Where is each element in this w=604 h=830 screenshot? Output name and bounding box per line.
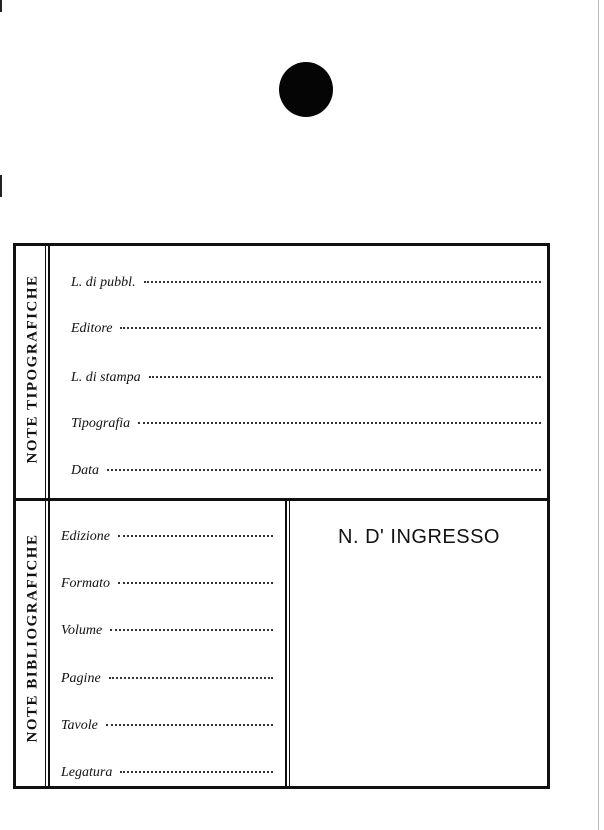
dotted-line <box>120 327 541 329</box>
field-tipografia <box>71 416 541 432</box>
field-edizione <box>61 529 273 545</box>
field-label: Pagine <box>61 671 101 686</box>
dotted-line <box>107 469 541 471</box>
dotted-line <box>138 422 541 424</box>
field-formato <box>61 576 273 592</box>
field-pagine <box>61 671 273 687</box>
scan-mark <box>598 0 599 830</box>
dotted-line <box>118 535 273 537</box>
field-data <box>71 463 541 479</box>
field-label: Tavole <box>61 718 98 733</box>
scan-mark <box>0 175 2 197</box>
field-editore <box>71 321 541 337</box>
dotted-line <box>109 677 273 679</box>
field-label: L. di stampa <box>71 370 141 385</box>
scan-mark <box>0 0 2 12</box>
field-luogo-stampa <box>71 370 541 386</box>
dotted-line <box>118 582 273 584</box>
field-label: Formato <box>61 576 110 591</box>
punch-hole <box>279 62 333 117</box>
field-label: Data <box>71 463 99 478</box>
field-luogo-pubblicazione <box>71 275 541 291</box>
field-label: L. di pubbl. <box>71 275 136 290</box>
dotted-line <box>144 281 541 283</box>
field-label: Edizione <box>61 529 110 544</box>
vertical-title-bibliografiche: NOTE BIBLIOGRAFICHE <box>24 533 41 743</box>
field-tavole <box>61 718 273 734</box>
dotted-line <box>106 724 273 726</box>
field-volume <box>61 623 273 639</box>
catalog-card <box>13 243 550 789</box>
dotted-line <box>149 376 541 378</box>
dotted-line <box>110 629 273 631</box>
field-legatura <box>61 765 273 781</box>
vertical-divider <box>285 501 287 786</box>
field-label: Volume <box>61 623 103 638</box>
field-label: Legatura <box>61 765 113 780</box>
section-divider <box>16 498 547 501</box>
field-label: Editore <box>71 321 113 336</box>
field-label: Tipografia <box>71 416 131 431</box>
numero-ingresso-label: N. D' INGRESSO <box>338 526 500 548</box>
vertical-title-tipografiche: NOTE TIPOGRAFICHE <box>24 274 41 464</box>
side-column-tipografiche <box>16 246 50 498</box>
dotted-line <box>120 771 273 773</box>
